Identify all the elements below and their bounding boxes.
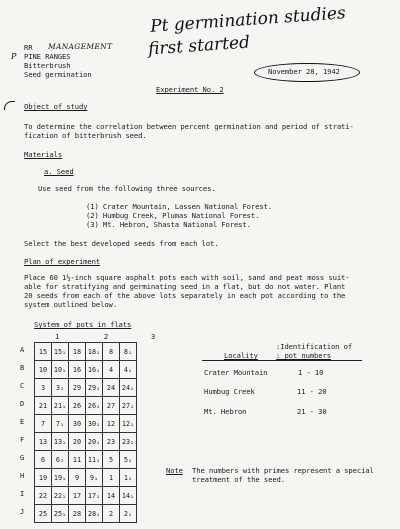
table-row — [35, 361, 137, 379]
handwritten-note-line2: first started — [147, 32, 251, 60]
header-rr: RR — [24, 43, 33, 52]
pot-cell: 11 — [69, 451, 86, 469]
pot-cell: 29₁ — [86, 379, 103, 397]
pot-cell: 22 — [35, 487, 52, 505]
table-row — [35, 343, 137, 361]
table-row — [35, 379, 137, 397]
pot-cell: 20 — [69, 433, 86, 451]
table-row — [35, 397, 137, 415]
document-date: November 28, 1942 — [268, 67, 340, 76]
plan-line: able for stratifying and germinating seed in a flat, but do not water. Plant — [24, 282, 346, 291]
pot-cell: 26 — [69, 397, 86, 415]
table-row — [35, 505, 137, 523]
header-bitterbrush: Bitterbrush — [24, 61, 71, 70]
pot-cell: 14 — [103, 487, 120, 505]
plan-heading: Plan of experiment — [24, 257, 101, 266]
grid-heading: System of pots in flats — [34, 320, 132, 329]
margin-bracket — [4, 101, 15, 110]
pot-cell: 6 — [35, 451, 52, 469]
pot-cell: 5₁ — [120, 451, 137, 469]
pot-cell: 4₁ — [120, 361, 137, 379]
pot-cell: 2 — [103, 505, 120, 523]
note-line2: treatment of the seed. — [192, 475, 285, 484]
pot-cell: 27 — [103, 397, 120, 415]
materials-intro: Use seed from the following three sources. — [38, 184, 216, 193]
pot-cell: 21₁ — [52, 397, 69, 415]
handwritten-management: MANAGEMENT — [48, 42, 113, 51]
id-header-rule — [202, 360, 362, 361]
pot-cell: 11₁ — [86, 451, 103, 469]
pot-cell: 18 — [69, 343, 86, 361]
handwritten-p-mark: P — [11, 52, 17, 61]
plan-line: 20 seeds from each of the above lots separately in each pot according to the — [24, 291, 346, 300]
grid-row-label: G — [20, 454, 25, 462]
pot-cell: 7 — [35, 415, 52, 433]
materials-select: Select the best developed seeds from each lot. — [24, 239, 219, 248]
pot-cell: 17 — [69, 487, 86, 505]
pot-cell: 7₁ — [52, 415, 69, 433]
pot-cell: 29 — [69, 379, 86, 397]
id-header-locality: Locality — [224, 351, 258, 360]
pot-cell: 27₁ — [120, 397, 137, 415]
grid-row-label: A — [20, 346, 25, 354]
id-header-col2a: :Identification of — [276, 342, 353, 351]
note-label: Note — [166, 466, 183, 475]
object-heading: Object of study — [24, 102, 88, 111]
pot-cell: 9 — [69, 469, 86, 487]
pot-cell: 16₁ — [86, 361, 103, 379]
pot-cell: 16 — [69, 361, 86, 379]
header-pine-ranges: PINE RANGES — [24, 52, 71, 61]
grid-row-label: D — [20, 400, 25, 408]
table-row — [35, 451, 137, 469]
header-seed-germination: Seed germination — [24, 70, 92, 79]
pot-cell: 3 — [35, 379, 52, 397]
id-header-col2b: : pot numbers — [276, 351, 331, 360]
grid-row-label: I — [20, 490, 25, 498]
id-locality: Humbug Creek — [204, 387, 255, 396]
grid-row-label: H — [20, 472, 25, 480]
id-pots: 21 - 30 — [297, 407, 327, 416]
note-line1: The numbers with primes represent a special — [192, 466, 374, 475]
table-row — [35, 415, 137, 433]
handwritten-note-line1: Pt germination studies — [149, 3, 347, 37]
pot-cell: 15 — [35, 343, 52, 361]
plan-line: Place 60 1½-inch square asphalt pots each with soil, sand and peat moss suit- — [24, 273, 350, 282]
grid-row-label: F — [20, 436, 25, 444]
pot-cell: 15₁ — [52, 343, 69, 361]
source-item: (1) Crater Mountain, Lassen National Forest. — [86, 202, 272, 211]
grid-column-label: 3 — [151, 333, 156, 341]
materials-heading: Materials — [24, 150, 63, 159]
pot-cell: 23 — [103, 433, 120, 451]
pot-cell: 25 — [35, 505, 52, 523]
pot-cell: 13 — [35, 433, 52, 451]
object-text-line1: To determine the correlation between percent germination and period of strati- — [24, 122, 354, 131]
table-row — [35, 469, 137, 487]
pot-cell: 8 — [103, 343, 120, 361]
id-locality: Mt. Hebron — [204, 407, 247, 416]
pot-cell: 8₁ — [120, 343, 137, 361]
experiment-title: Experiment No. 2 — [156, 85, 224, 94]
pot-cell: 17₁ — [86, 487, 103, 505]
pot-cell: 2₁ — [120, 505, 137, 523]
materials-seed-subheading: a. Seed — [44, 167, 74, 176]
pot-cell: 9₁ — [86, 469, 103, 487]
pot-cell: 21 — [35, 397, 52, 415]
grid-row-label: J — [20, 508, 25, 516]
table-row — [35, 433, 137, 451]
pot-cell: 24 — [103, 379, 120, 397]
pot-cell: 23₁ — [120, 433, 137, 451]
pot-cell: 1 — [103, 469, 120, 487]
pot-cell: 1₁ — [120, 469, 137, 487]
pot-cell: 30 — [69, 415, 86, 433]
pot-cell: 10₁ — [52, 361, 69, 379]
pot-cell: 12₁ — [120, 415, 137, 433]
grid-column-label: 1 — [55, 333, 60, 341]
pot-cell: 25₁ — [52, 505, 69, 523]
grid-column-label: 2 — [104, 333, 109, 341]
pot-cell: 12 — [103, 415, 120, 433]
pot-system-grid — [34, 342, 137, 523]
source-item: (3) Mt. Hebron, Shasta National Forest. — [86, 220, 251, 229]
pot-cell: 28 — [69, 505, 86, 523]
pot-cell: 13₁ — [52, 433, 69, 451]
grid-row-label: C — [20, 382, 25, 390]
pot-cell: 24₁ — [120, 379, 137, 397]
pot-cell: 20₁ — [86, 433, 103, 451]
id-locality: Crater Mountain — [204, 368, 268, 377]
grid-row-label: E — [20, 418, 25, 426]
pot-cell: 19 — [35, 469, 52, 487]
pot-cell: 3₁ — [52, 379, 69, 397]
id-pots: 11 - 20 — [297, 387, 327, 396]
pot-cell: 19₁ — [52, 469, 69, 487]
pot-cell: 6₁ — [52, 451, 69, 469]
pot-cell: 30₁ — [86, 415, 103, 433]
table-row — [35, 487, 137, 505]
pot-cell: 28₁ — [86, 505, 103, 523]
pot-cell: 18₁ — [86, 343, 103, 361]
pot-cell: 26₁ — [86, 397, 103, 415]
plan-line: system outlined below. — [24, 300, 117, 309]
pot-cell: 14₁ — [120, 487, 137, 505]
id-pots: 1 - 10 — [298, 368, 324, 377]
source-item: (2) Humbug Creek, Plumas National Forest. — [86, 211, 260, 220]
object-text-line2: fication of bitterbrush seed. — [24, 131, 147, 140]
pot-cell: 10 — [35, 361, 52, 379]
pot-cell: 5 — [103, 451, 120, 469]
grid-row-label: B — [20, 364, 25, 372]
pot-cell: 22₁ — [52, 487, 69, 505]
pot-cell: 4 — [103, 361, 120, 379]
